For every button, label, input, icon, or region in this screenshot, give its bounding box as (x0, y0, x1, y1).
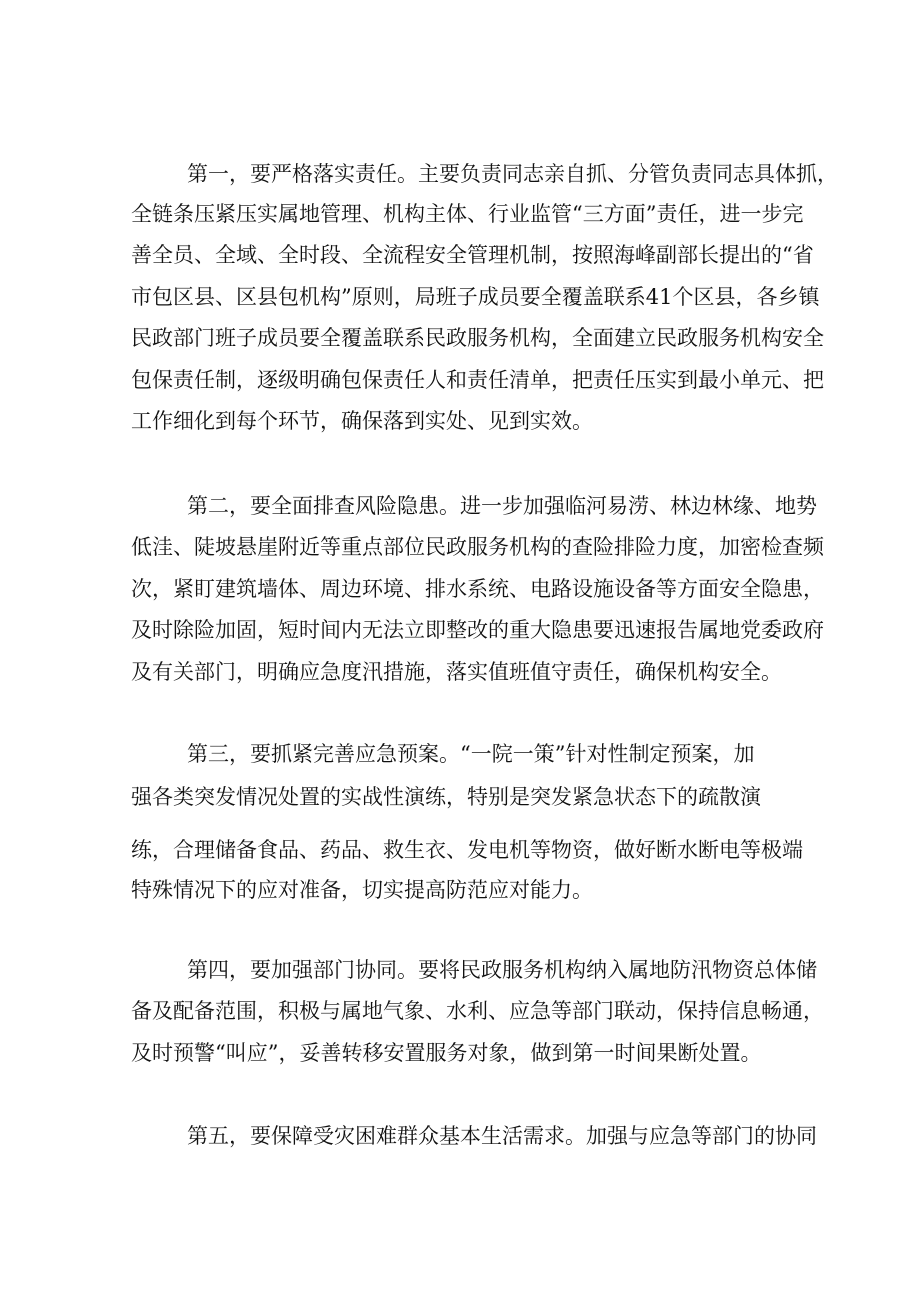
paragraph-1-line-2: 全链条压紧压实属地管理、机构主体、行业监管“三方面”责任，进一步完 (131, 202, 804, 226)
paragraph-2-line-4: 及时除险加固，短时间内无法立即整改的重大隐患要迅速报告属地党委政府 (131, 618, 824, 642)
paragraph-1-line-4: 市包区县、区县包机构”原则，局班子成员要全覆盖联系41个区县，各乡镇 (131, 285, 820, 309)
paragraph-2-line-5: 及有关部门，明确应急度汛措施，落实值班值守责任，确保机构安全。 (131, 660, 782, 684)
paragraph-3-line-2: 强各类突发情况处置的实战性演练，特别是突发紧急状态下的疏散演 (131, 785, 761, 809)
paragraph-3-line-3: 练，合理储备食品、药品、救生衣、发电机等物资，做好断水断电等极端 (131, 838, 803, 862)
paragraph-2-line-3: 次，紧盯建筑墙体、周边环境、排水系统、电路设施设备等方面安全隐患， (131, 577, 824, 601)
paragraph-4-line-2: 备及配备范围，积极与属地气象、水利、应急等部门联动，保持信息畅通， (131, 999, 824, 1023)
paragraph-1-line-5: 民政部门班子成员要全覆盖联系民政服务机构，全面建立民政服务机构安全 (131, 326, 824, 350)
paragraph-3-line-4: 特殊情况下的应对准备，切实提高防范应对能力。 (131, 878, 593, 902)
paragraph-4-line-3: 及时预警“叫应”，妥善转移安置服务对象，做到第一时间果断处置。 (131, 1041, 762, 1065)
paragraph-4-line-1: 第四，要加强部门协同。要将民政服务机构纳入属地防汛物资总体储 (187, 958, 817, 982)
paragraph-1-line-1: 第一，要严格落实责任。主要负责同志亲自抓、分管负责同志具体抓， (187, 162, 838, 186)
paragraph-2-line-2: 低洼、陡坡悬崖附近等重点部位民政服务机构的查险排险力度，加密检查频 (131, 535, 824, 559)
paragraph-1-line-3: 善全员、全域、全时段、全流程安全管理机制，按照海峰副部长提出的“省 (131, 243, 814, 267)
paragraph-1-line-6: 包保责任制，逐级明确包保责任人和责任清单，把责任压实到最小单元、把 (131, 368, 824, 392)
paragraph-1-line-7: 工作细化到每个环节，确保落到实处、见到实效。 (131, 409, 593, 433)
paragraph-2-line-1: 第二，要全面排查风险隐患。进一步加强临河易涝、林边林缘、地势 (187, 494, 817, 518)
paragraph-3-line-1: 第三，要抓紧完善应急预案。“一院一策”针对性制定预案，加 (187, 742, 755, 766)
paragraph-5-line-1: 第五，要保障受灾困难群众基本生活需求。加强与应急等部门的协同 (187, 1124, 817, 1148)
